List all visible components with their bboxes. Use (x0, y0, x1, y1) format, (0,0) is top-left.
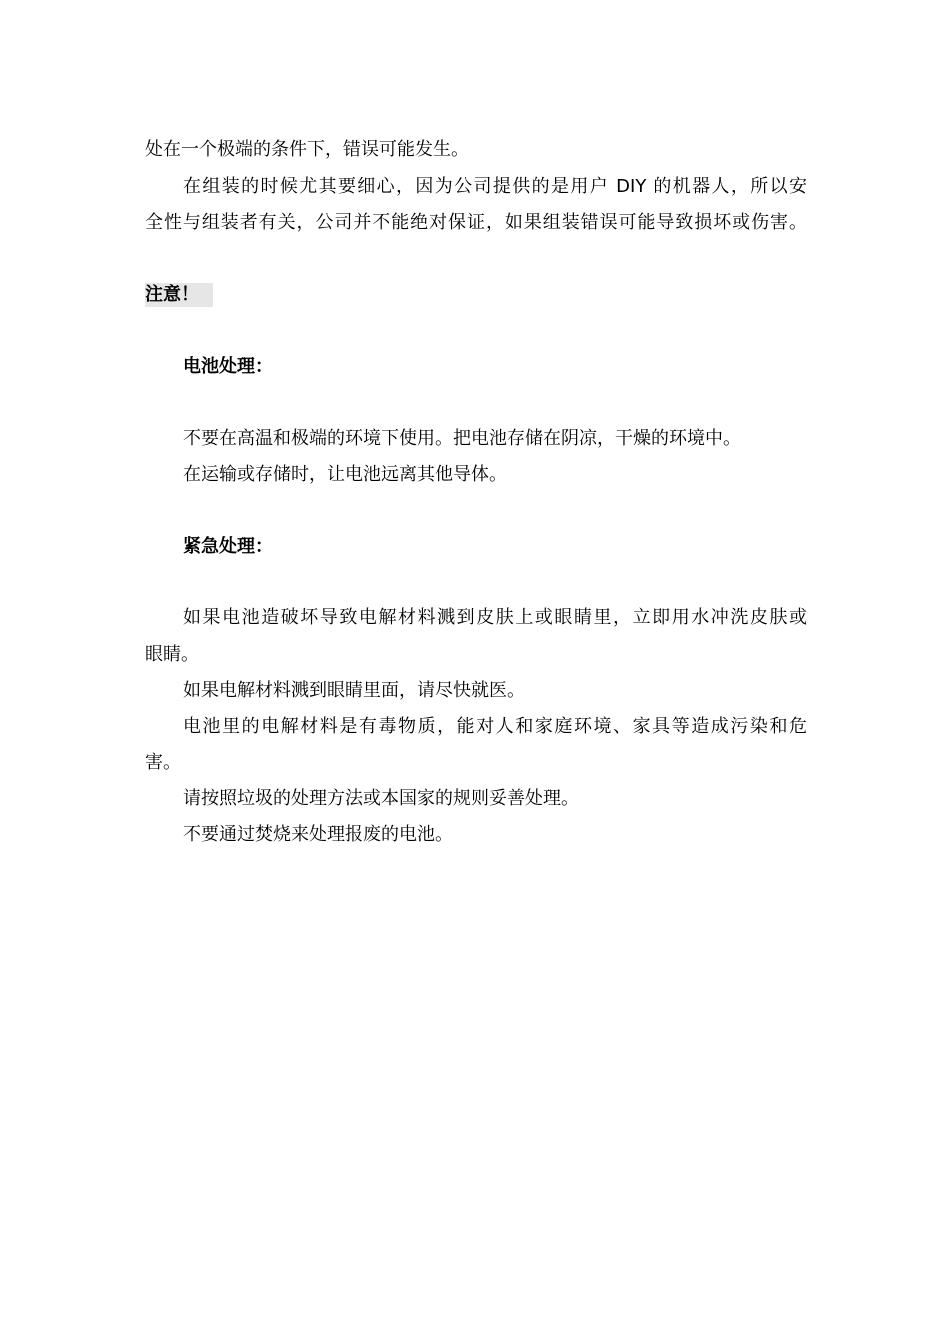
battery-heading: 电池处理： (183, 356, 273, 377)
emergency-p3-line-1: 电池里的电解材料是有毒物质，能对人和家庭环境、家具等造成污染和危 (183, 716, 807, 737)
emergency-p3-line-2: 害。 (145, 752, 181, 773)
battery-line-2: 在运输或存储时，让电池远离其他导体。 (183, 464, 507, 485)
emergency-heading: 紧急处理： (183, 536, 273, 557)
intro-line-2: 在组装的时候尤其要细心，因为公司提供的是用户 DIY 的机器人，所以安 (183, 176, 807, 197)
notice-heading: 注意！ (145, 283, 213, 307)
emergency-p1-line-2: 眼睛。 (145, 644, 199, 665)
battery-line-1: 不要在高温和极端的环境下使用。把电池存储在阴凉，干燥的环境中。 (183, 428, 741, 449)
emergency-p2: 如果电解材料溅到眼睛里面，请尽快就医。 (183, 680, 525, 701)
notice-heading-row (145, 283, 807, 307)
intro-line-1: 处在一个极端的条件下，错误可能发生。 (145, 139, 469, 160)
intro-line-3: 全性与组装者有关，公司并不能绝对保证，如果组装错误可能导致损坏或伤害。 (145, 212, 807, 233)
emergency-p4: 请按照垃圾的处理方法或本国家的规则妥善处理。 (183, 788, 579, 809)
emergency-p5: 不要通过焚烧来处理报废的电池。 (183, 824, 453, 845)
emergency-p1-line-1: 如果电池造破坏导致电解材料溅到皮肤上或眼睛里，立即用水冲洗皮肤或 (183, 607, 807, 628)
